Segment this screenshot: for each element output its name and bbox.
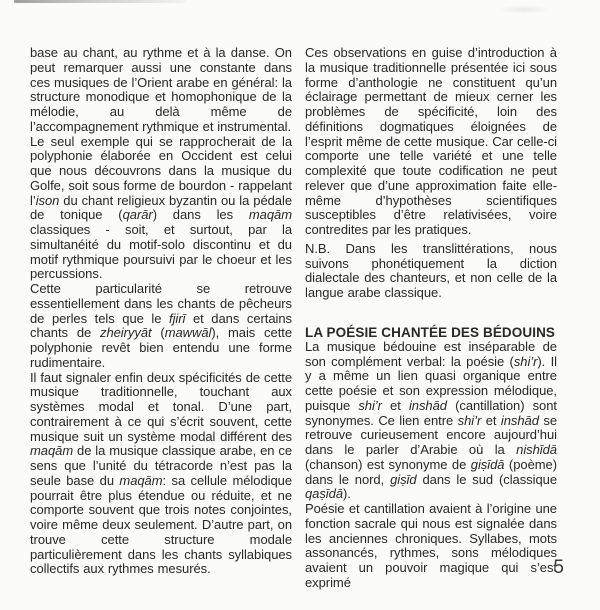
paragraph bbox=[305, 46, 557, 238]
transliterated-term: ison bbox=[35, 192, 60, 208]
nb-note bbox=[305, 242, 557, 301]
text-run: Le seul exemple qui se rapprocherait de la polyphonie élaborée en Occident est celui que nous découvrons dans la musique du Golfe, soit sous forme de bourdon - rappelant l’ bbox=[30, 133, 292, 208]
section-heading: LA POÉSIE CHANTÉE DES BÉDOUINS bbox=[305, 324, 556, 340]
text-run: ). Il y a même un lien quasi organique entre cette poésie et son expression mélodique, puisque bbox=[305, 353, 557, 413]
text-run: Poésie et cantillation avaient à l’origine une fonction sacrale qui nous est signalée dans les anciennes chroniques. Syllabes, mots assonancés, rythmes, sons mélodiques avaient un pouvoir magique qui s’est exprimé bbox=[305, 501, 557, 590]
paragraph bbox=[30, 282, 292, 371]
text-run: base au chant, au rythme et à la danse. On peut remarquer aussi une constante dans ces musiques de l’Orient arabe en général: la structure monodique et homophonique de la mélodie, au delà même de l’accompagnement rythmique et instrumental. bbox=[30, 45, 292, 134]
text-run: N.B. Dans les translittérations, nous suivons phonétiquement la diction dialectale des chanteurs, et non celle de la langue arabe classique. bbox=[305, 240, 557, 300]
transliterated-term: qaṣīdā bbox=[305, 486, 344, 502]
right-column bbox=[305, 46, 557, 591]
text-run: Ces observations en guise d’introduction à la musique traditionnelle présentée ici sous forme d’anthologie ne constituent qu’un éclairage permettant de mieux cerner les problèmes de spécificité, loin des définitions dogmatiques éloignées de l’esprit même de cette musique. Car celle-ci comporte une telle variété et une telle complexité que toute codification ne peut relever que d’une approximation faite elle-même d’hypothèses scientifiques susceptibles d’être relativisées, voire contredites par les pratiques. bbox=[305, 45, 557, 237]
scan-artifact-top-edge bbox=[14, 0, 186, 3]
transliterated-term: qarār bbox=[122, 207, 153, 223]
text-run: ). bbox=[343, 486, 351, 502]
transliterated-term: zheiryyāt bbox=[100, 325, 152, 341]
left-column bbox=[30, 46, 292, 591]
transliterated-term: giṣīdā bbox=[470, 456, 505, 472]
transliterated-term: shi’r bbox=[358, 397, 382, 413]
transliterated-term: maqām bbox=[119, 472, 163, 488]
text-run: de la musique classique arabe, en ce sens que l’unité du tétracorde n’est pas la seule base du bbox=[30, 443, 292, 488]
transliterated-term: nishīdā bbox=[516, 442, 557, 457]
text-run: (chanson) est synonyme de bbox=[305, 456, 471, 472]
text-run: ( bbox=[151, 325, 165, 341]
transliterated-term: maqām bbox=[248, 207, 292, 223]
paragraph bbox=[30, 135, 292, 283]
transliterated-term: mawwāl bbox=[164, 325, 212, 341]
paragraph bbox=[305, 340, 557, 502]
text-run: La musique bédouine est inséparable de son complément verbal: la poésie ( bbox=[305, 338, 557, 369]
text-run: classiques - soit, et surtout, par la simultanéité du motif-solo discontinu et du motif rythmique poursuivi par le choeur et les percussions. bbox=[30, 222, 292, 282]
text-run: : sa cellule mélodique pourrait être plus étendue ou réduite, et ne comporte souvent que trois notes conjointes, voire même deux seulement. D’autre part, on trouve cette structure modale particulièrement dans les chants syllabiques collectifs aux rythmes mesurés. bbox=[30, 472, 292, 577]
text-run: et bbox=[481, 412, 501, 428]
text-run: ) dans les bbox=[152, 207, 249, 223]
transliterated-term: maqām bbox=[30, 443, 74, 459]
text-run: (poème) dans le nord, bbox=[305, 456, 557, 487]
page-number: 5 bbox=[553, 557, 564, 578]
text-run: ), mais cette polyphonie revêt bien entendu une forme rudimentaire. bbox=[30, 325, 292, 370]
transliterated-term: shi’r bbox=[513, 353, 538, 369]
text-run: et dans certains chants de bbox=[30, 310, 292, 341]
transliterated-term: fjirī bbox=[169, 310, 186, 326]
text-run: Cette particularité se retrouve essentiellement dans les chants de pêcheurs de perles tels que le bbox=[30, 281, 292, 326]
text-run: et bbox=[381, 397, 409, 413]
paragraph bbox=[305, 502, 557, 591]
transliterated-term: giṣīd bbox=[390, 471, 417, 487]
text-run: (cantillation) sont synonymes. Ce lien entre bbox=[305, 397, 557, 428]
transliterated-term: shi’r bbox=[457, 412, 482, 428]
paragraph bbox=[30, 46, 292, 135]
scan-artifact-smudge bbox=[498, 5, 550, 14]
text-columns bbox=[30, 46, 557, 591]
text-run: dans le sud (classique bbox=[416, 471, 557, 487]
transliterated-term: inshād bbox=[408, 397, 447, 413]
transliterated-term: inshād bbox=[500, 412, 539, 428]
text-run: Il faut signaler enfin deux spécificités de cette musique traditionnelle, touchant aux systèmes modal et tonal. D’une part, contrairement à ce qui s’écrit souvent, cette musique suit un système modal différent des bbox=[30, 369, 292, 444]
text-run: se retrouve curieusement encore aujourd’hui dans le parler d’Arabie où la bbox=[305, 412, 558, 457]
text-run: du chant religieux byzantin ou la pédale de tonique ( bbox=[30, 192, 292, 223]
paragraph bbox=[30, 371, 292, 578]
